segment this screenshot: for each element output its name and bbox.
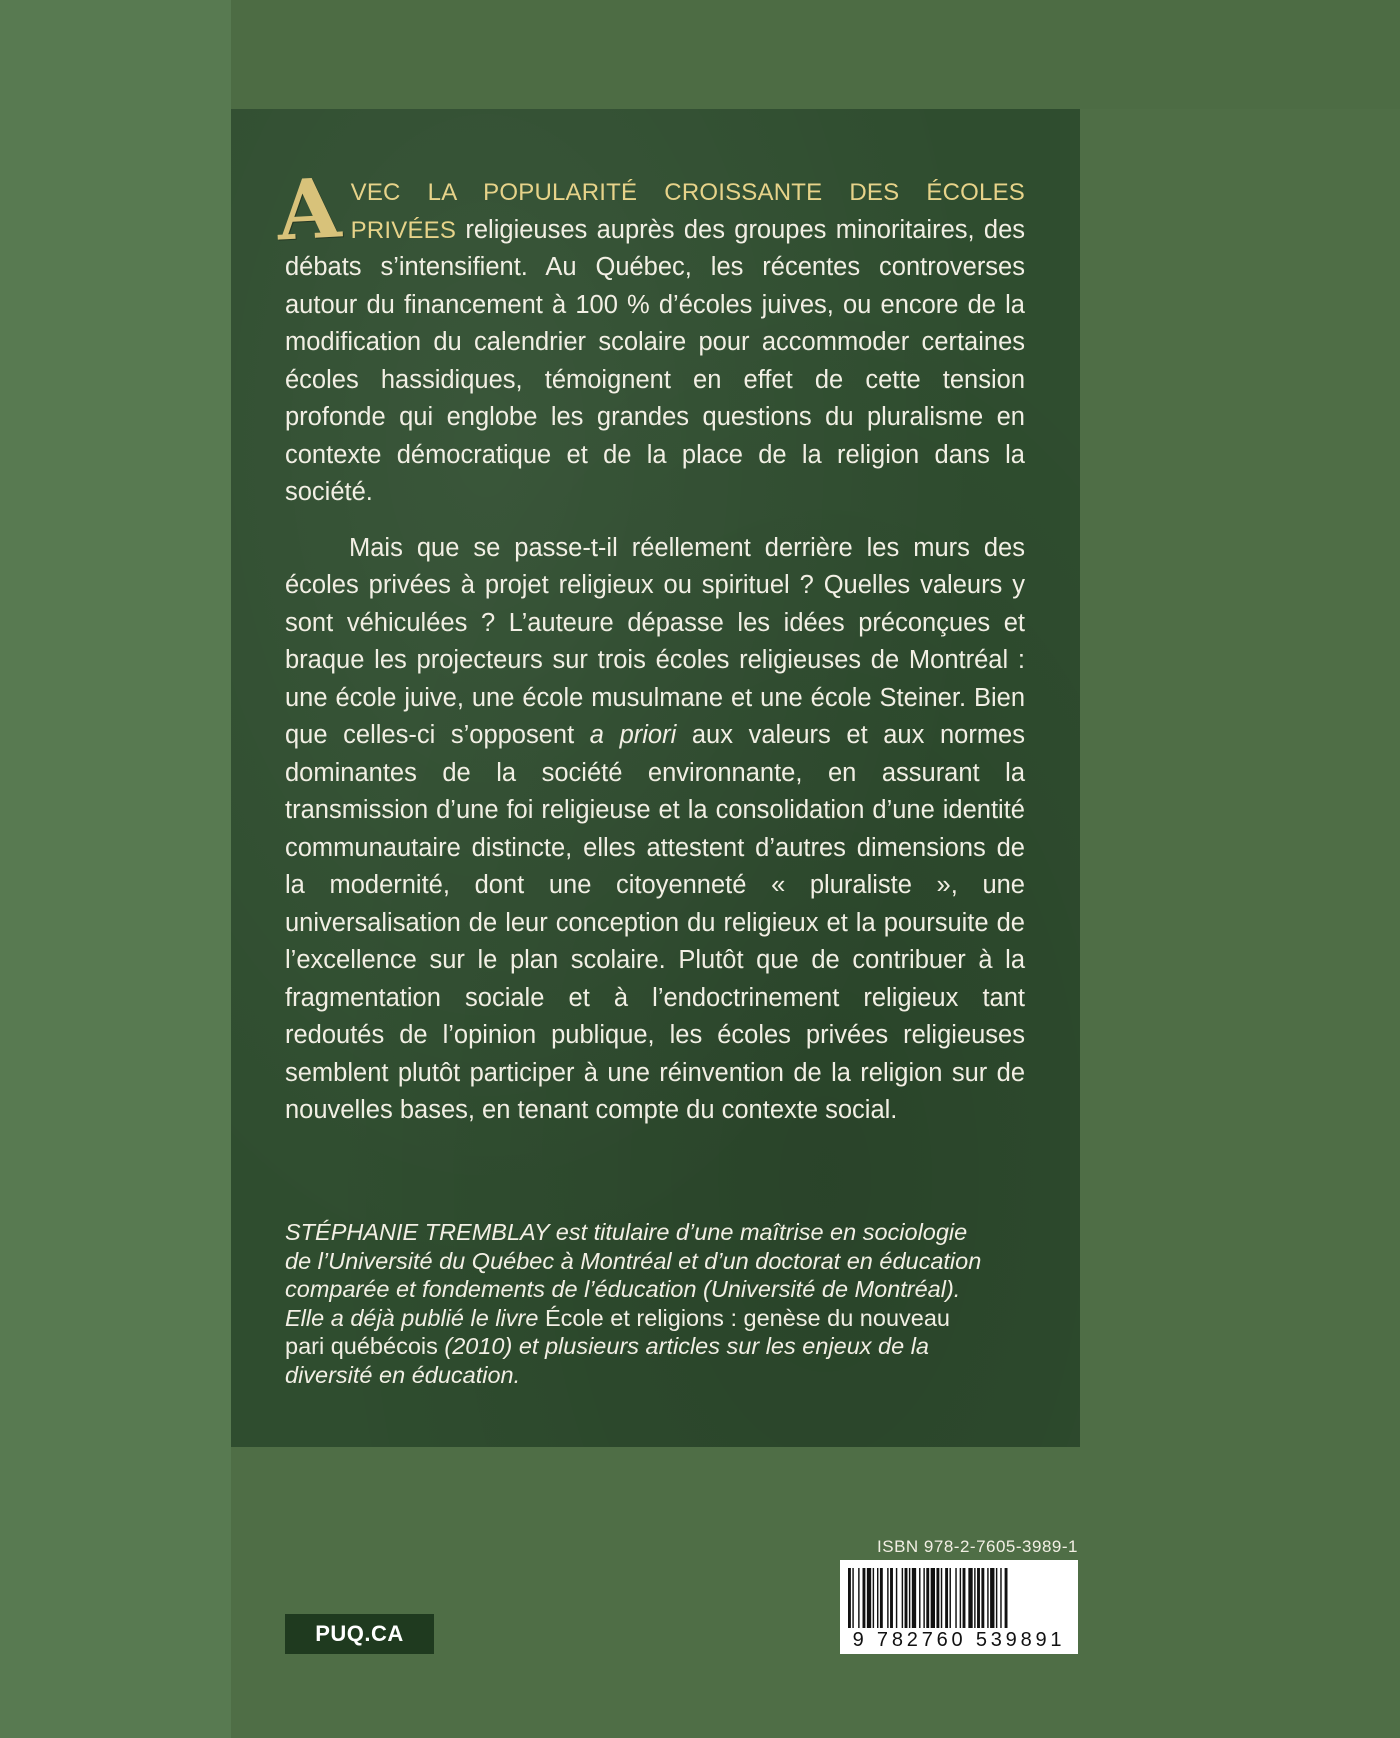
barcode-bar [990, 1568, 994, 1628]
barcode-bar [863, 1568, 866, 1628]
barcode-bar [945, 1568, 948, 1628]
barcode-bar [963, 1568, 966, 1628]
barcode-bar [887, 1568, 888, 1628]
paragraph-2-text-b: aux valeurs et aux normes dominantes de la société environnante, en assurant la transmission d’une foi religieuse et la consolidation d’une identité communautaire distincte, elles attestent d’autres dimensions de la modernité, dont une citoyenneté « pluraliste », une universalisation de leur conception du religieux et la poursuite de l’excellence sur le plan scolaire. Plutôt que de contribuer à la fragmentation sociale et à l’endoctrinement religieux tant redoutés de l’opinion publique, les écoles privées religieuses semblent plutôt participer à une réinvention de la religion sur de nouvelles bases, en tenant compte du contexte social. [285, 721, 1025, 1124]
barcode-bar [926, 1568, 929, 1628]
author-bio-part-1: STÉPHANIE TREMBLAY est titulaire d’une maîtrise en sociologie de l’Université du Québec à Montréal et d’un doctorat en éducation comparée et fondements de l’éducation (Université de Montréal). Elle a déjà publié le livre [285, 1219, 982, 1331]
barcode-bar [852, 1568, 853, 1628]
barcode-bar [941, 1568, 942, 1628]
author-bio-part-2: (2010) et plusieurs articles sur les enjeux de la diversité en éducation. [285, 1333, 929, 1388]
barcode-bar [848, 1568, 851, 1628]
barcode-bar [955, 1568, 956, 1628]
barcode-bar [902, 1568, 903, 1628]
barcode-bar [977, 1568, 980, 1628]
barcode-bar [909, 1568, 910, 1628]
barcode-bar [877, 1568, 878, 1628]
barcode-bar [873, 1568, 874, 1628]
paragraph-2-italic: a priori [589, 721, 677, 749]
barcode-bar [880, 1568, 883, 1628]
lead-in-caps: VEC LA POPULARITÉ CROISSANTE DES ÉCOLES PRIVÉES [350, 179, 1025, 244]
barcode-bar [919, 1568, 920, 1628]
author-book-title: École et religions : genèse du nouveau pari québécois [285, 1304, 950, 1359]
publisher-website-badge: PUQ.CA [285, 1614, 434, 1654]
isbn-label: ISBN 978-2-7605-3989-1 [877, 1537, 1078, 1556]
barcode-bar [996, 1568, 997, 1628]
barcode-bar [896, 1568, 897, 1628]
barcode-bar [1005, 1568, 1008, 1628]
dropcap-letter: A [274, 160, 344, 260]
paragraph-2-text-a: Mais que se passe-t-il réellement derrière les murs des écoles privées à projet religieux ou spirituel ? Quelles valeurs y sont véhiculées ? L’auteure dépasse les idées préconçues et braque les projecteurs sur trois écoles religieuses de Montréal : une école juive, une école musulmane et une école Steiner. Bien que celles-ci s’opposent [285, 533, 1025, 749]
description-paragraph-2 [285, 530, 1025, 1130]
description-paragraph-1 [274, 160, 1025, 512]
isbn-barcode [840, 1560, 1078, 1654]
barcode-bar [974, 1568, 975, 1628]
barcode-bar [867, 1568, 871, 1628]
author-bio [285, 1218, 985, 1389]
barcode-bar [912, 1568, 916, 1628]
barcode-bar [931, 1568, 935, 1628]
barcode-bar [968, 1568, 972, 1628]
book-description [274, 160, 1025, 1130]
barcode-bar [960, 1568, 961, 1628]
barcode-bar [890, 1568, 893, 1628]
barcode-bar [1000, 1568, 1001, 1628]
barcode-bar [987, 1568, 988, 1628]
barcode-bar [858, 1568, 859, 1628]
left-color-band [0, 0, 231, 1738]
barcode-bar [981, 1568, 984, 1628]
paragraph-1-text: religieuses auprès des groupes minoritaires, des débats s’intensifient. Au Québec, les récentes controverses autour du financement à 100 % d’écoles juives, ou encore de la modification du calendrier scolaire pour accommoder certaines écoles hassidiques, témoignent en effet de cette tension profonde qui englobe les grandes questions du pluralisme en contexte démocratique et de la place de la religion dans la société. [285, 215, 1025, 506]
barcode-digits: 9 782760 539891 [852, 1629, 1066, 1651]
barcode-bars [846, 1568, 1072, 1628]
barcode-bar [950, 1568, 951, 1628]
barcode-bar [905, 1568, 908, 1628]
barcode-bar [923, 1568, 924, 1628]
barcode-bar [936, 1568, 939, 1628]
top-color-band [231, 0, 1400, 109]
